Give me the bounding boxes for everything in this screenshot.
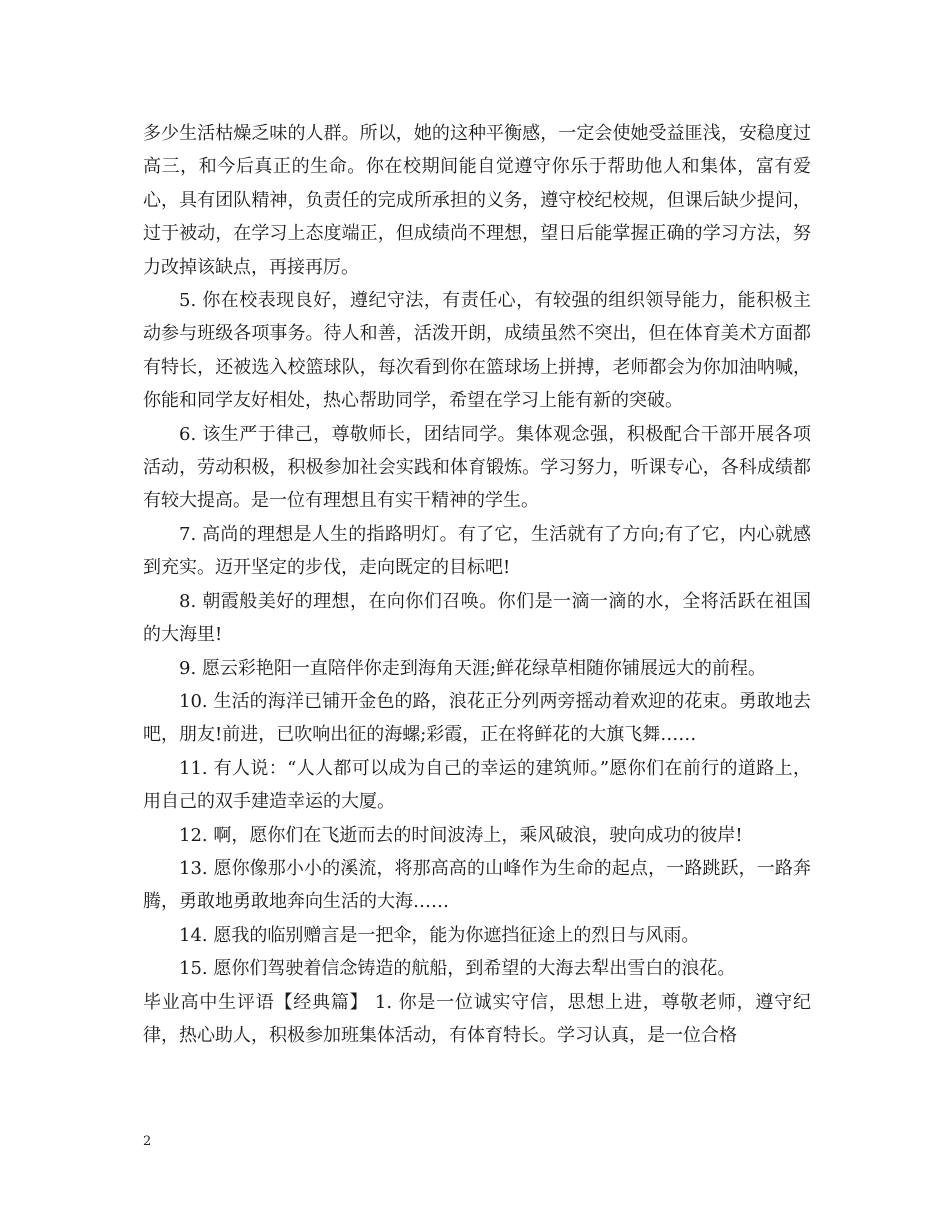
paragraph-item-5: 5. 你在校表现良好，遵纪守法，有责任心，有较强的组织领导能力，能积极主动参与班级各项事务。待人和善，活泼开朗，成绩虽然不突出，但在体育美术方面都有特长，还被选入校篮球队，每次看到你在篮球场上拼搏，老师都会为你加油呐喊，你能和同学友好相处，热心帮助同学，希望在学习上能有新的突破。 (143, 290, 811, 412)
paragraph-item-14: 14. 愿我的临别赠言是一把伞，能为你遮挡征途上的烈日与风雨。 (179, 924, 700, 946)
document-body (143, 117, 811, 1052)
paragraph-item-10: 10. 生活的海洋已铺开金色的路，浪花正分列两旁摇动着欢迎的花束。勇敢地去吧，朋友!前进，已吹响出征的海螺;彩霞，正在将鲜花的大旗飞舞…… (143, 690, 811, 746)
paragraph-item-13: 13. 愿你像那小小的溪流，将那高高的山峰作为生命的起点，一路跳跃，一路奔腾，勇敢地勇敢地奔向生活的大海…… (143, 857, 811, 913)
paragraph-item-15: 15. 愿你们驾驶着信念铸造的航船，到希望的大海去犁出雪白的浪花。 (179, 958, 736, 980)
paragraph-item-7: 7. 高尚的理想是人生的指路明灯。有了它，生活就有了方向;有了它，内心就感到充实。迈开坚定的步伐，走向既定的目标吧! (143, 523, 811, 579)
section-heading-paragraph: 毕业高中生评语【经典篇】 1. 你是一位诚实守信，思想上进，尊敬老师，遵守纪律，热心助人，积极参加班集体活动，有体育特长。学习认真，是一位合格 (143, 991, 811, 1046)
paragraph-item-11: 11. 有人说：“人人都可以成为自己的幸运的建筑师。”愿你们在前行的道路上，用自己的双手建造幸运的大厦。 (143, 757, 811, 813)
paragraph-item-6: 6. 该生严于律己，尊敬师长，团结同学。集体观念强，积极配合干部开展各项活动，劳动积极，积极参加社会实践和体育锻炼。学习努力，听课专心，各科成绩都有较大提高。是一位有理想且有实干精神的学生。 (143, 423, 811, 512)
paragraph-item-9: 9. 愿云彩艳阳一直陪伴你走到海角天涯;鲜花绿草相随你铺展远大的前程。 (179, 657, 766, 679)
paragraph-item-8: 8. 朝霞般美好的理想，在向你们召唤。你们是一滴一滴的水，全将活跃在祖国的大海里! (143, 590, 811, 646)
paragraph-continuation: 多少生活枯燥乏味的人群。所以，她的这种平衡感，一定会使她受益匪浅，安稳度过高三，和今后真正的生命。你在校期间能自觉遵守你乐于帮助他人和集体，富有爱心，具有团队精神，负责任的完成所承担的义务，遵守校纪校规，但课后缺少提问，过于被动，在学习上态度端正，但成绩尚不理想，望日后能掌握正确的学习方法，努力改掉该缺点，再接再厉。 (143, 123, 811, 278)
paragraph-item-12: 12. 啊，愿你们在飞逝而去的时间波涛上，乘风破浪，驶向成功的彼岸! (179, 824, 743, 846)
page-number: 2 (143, 1134, 152, 1149)
